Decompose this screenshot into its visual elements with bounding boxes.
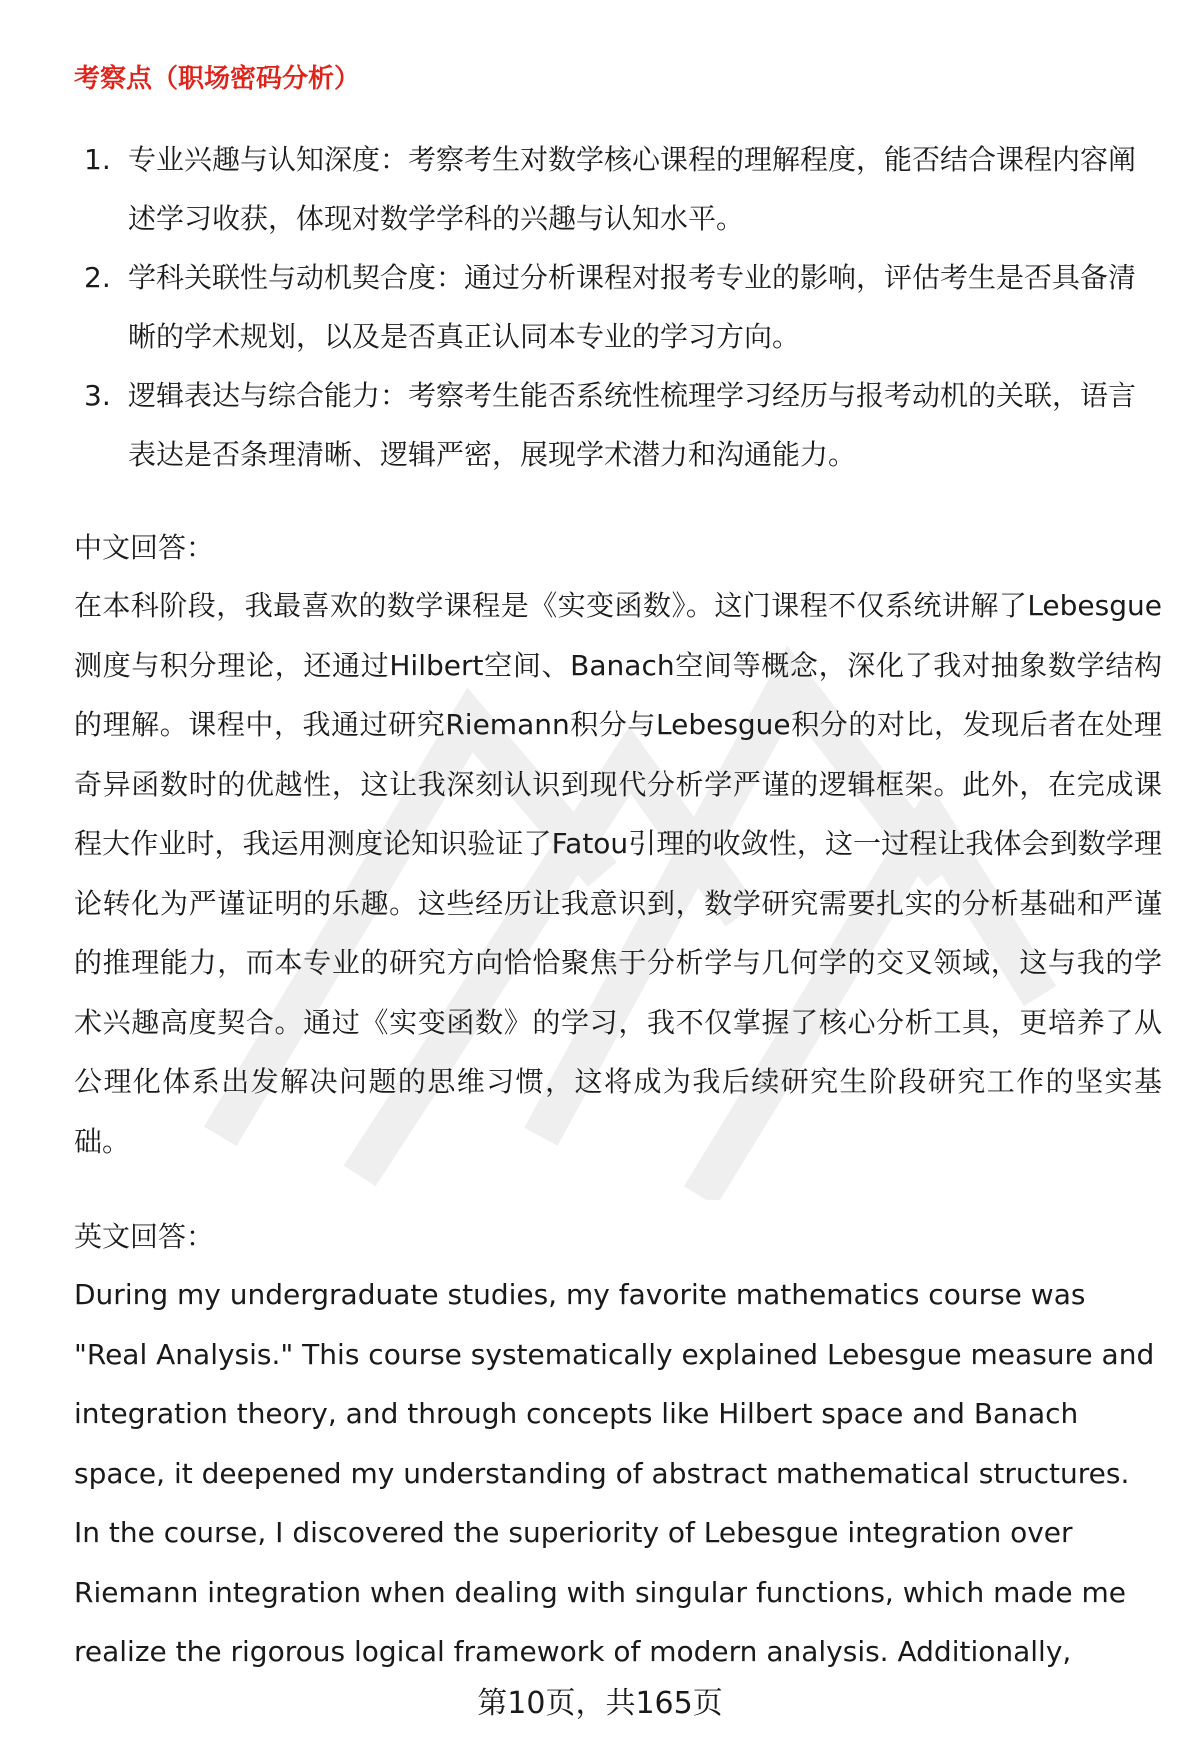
list-number: 1. xyxy=(84,143,111,176)
list-number: 2. xyxy=(84,261,111,294)
list-item xyxy=(74,248,1144,366)
list-item xyxy=(74,130,1144,248)
page-footer: 第10页，共165页 xyxy=(477,1686,723,1721)
list-item xyxy=(74,366,1144,484)
list-item-text: 专业兴趣与认知深度：考察考生对数学核心课程的理解程度，能否结合课程内容阐述学习收获，体现对数学学科的兴趣与认知水平。 xyxy=(128,143,1137,235)
assessment-points-list xyxy=(74,130,1144,484)
list-item-text: 学科关联性与动机契合度：通过分析课程对报考专业的影响，评估考生是否具备清晰的学术规划，以及是否真正认同本专业的学习方向。 xyxy=(128,261,1137,353)
list-item-text: 逻辑表达与综合能力：考察考生能否系统性梳理学习经历与报考动机的关联，语言表达是否条理清晰、逻辑严密，展现学术潜力和沟通能力。 xyxy=(128,379,1137,471)
page-heading: 考察点（职场密码分析） xyxy=(74,64,361,94)
chinese-answer-text: 在本科阶段，我最喜欢的数学课程是《实变函数》。这门课程不仅系统讲解了Lebesgue测度与积分理论，还通过Hilbert空间、Banach空间等概念，深化了我对抽象数学结构的理解。课程中，我通过研究Riemann积分与Lebesgue积分的对比，发现后者在处理奇异函数时的优越性，这让我深刻认识到现代分析学严谨的逻辑框架。此外，在完成课程大作业时，我运用测度论知识验证了Fatou引理的收敛性，这一过程让我体会到数学理论转化为严谨证明的乐趣。这些经历让我意识到，数学研究需要扎实的分析基础和严谨的推理能力，而本专业的研究方向恰恰聚焦于分析学与几何学的交叉领域，这与我的学术兴趣高度契合。通过《实变函数》的学习，我不仅掌握了核心分析工具，更培养了从公理化体系出发解决问题的思维习惯，这将成为我后续研究生阶段研究工作的坚实基础。 xyxy=(74,589,1162,1158)
list-number: 3. xyxy=(84,379,111,412)
english-answer-text: During my undergraduate studies, my favorite mathematics course was "Real Analysis." This course systematically explained Lebesgue measure and integration theory, and through concepts like Hilbert space and Banach space, it deepened my understanding of abstract mathematical structures. In the course, I discovered the superiority of Lebesgue integration over Riemann integration when dealing with singular functions, which made me realize the rigorous logical framework of modern analysis. Additionally, xyxy=(74,1278,1155,1668)
chinese-answer-label: 中文回答： xyxy=(74,531,215,564)
english-answer-label: 英文回答： xyxy=(74,1220,215,1253)
